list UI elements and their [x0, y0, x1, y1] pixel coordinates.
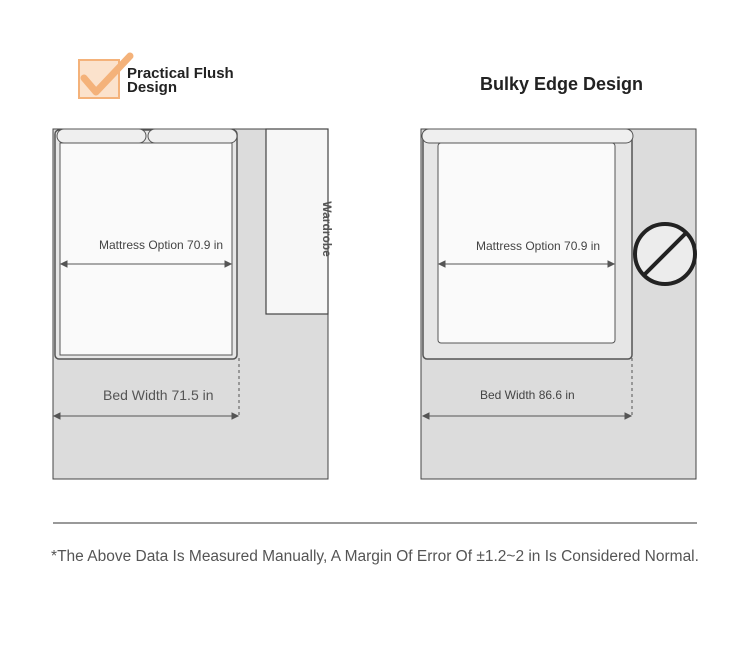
checkmark-icon [79, 56, 130, 98]
right-headboard [422, 129, 633, 143]
left-headboard-cushion-1 [57, 129, 146, 143]
right-mattress-label: Mattress Option 70.9 in [476, 239, 601, 253]
right-panel-title: Bulky Edge Design [480, 74, 644, 94]
wardrobe-label: Wardrobe [320, 201, 334, 257]
left-mattress-label: Mattress Option 70.9 in [99, 238, 224, 252]
prohibited-icon [635, 224, 695, 284]
footnote: *The Above Data Is Measured Manually, A Margin Of Error Of ±1.2~2 in Is Considered Normal. [51, 548, 699, 565]
left-panel-title: Practical Flush Design [127, 65, 234, 96]
wardrobe [266, 129, 328, 314]
left-floorplan [53, 129, 328, 479]
right-bed-width-label: Bed Width 86.6 in [480, 388, 575, 402]
left-bed-width-label: Bed Width 71.5 in [103, 387, 214, 403]
right-floorplan [421, 129, 696, 479]
left-headboard-cushion-2 [148, 129, 237, 143]
